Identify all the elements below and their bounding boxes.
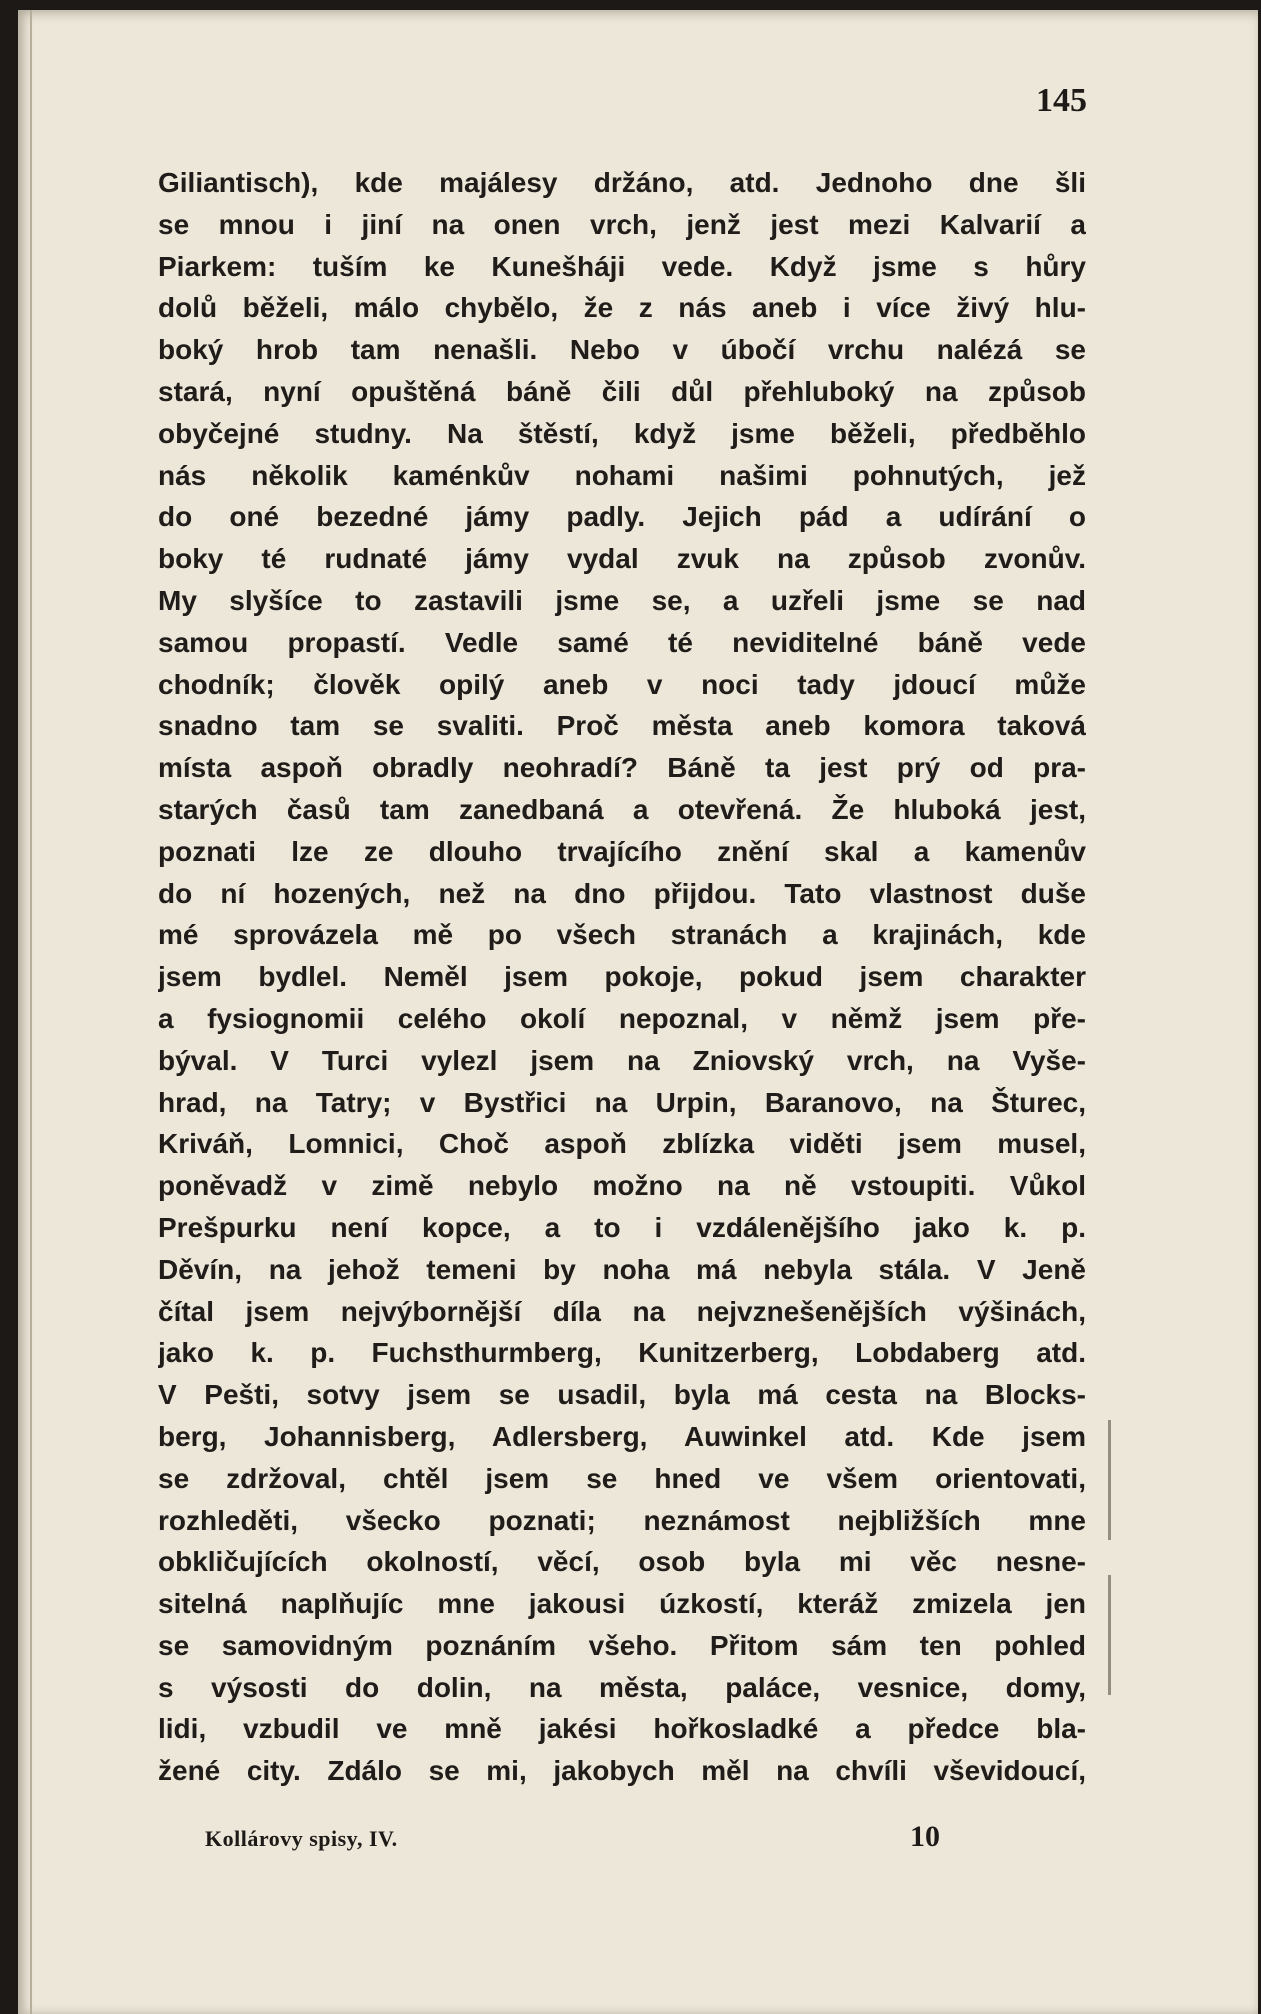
page-footer: [205, 1820, 940, 1860]
text-line: žené city. Zdálo se mi, jakobych měl na chvíli vševidoucí,: [158, 1755, 1086, 1787]
text-line: se zdržoval, chtěl jsem se hned ve všem orientovati,: [158, 1462, 1086, 1494]
text-line: rozhleděti, všecko poznati; neznámost nejbližších mne: [158, 1504, 1086, 1536]
text-line: hrad, na Tatry; v Bystřici na Urpin, Baranovo, na Šturec,: [158, 1086, 1086, 1118]
text-line: berg, Johannisberg, Adlersberg, Auwinkel atd. Kde jsem: [158, 1420, 1086, 1452]
text-line: obkličujících okolností, věcí, osob byla mi věc nesne-: [158, 1546, 1086, 1578]
margin-mark: [1108, 1420, 1111, 1540]
text-line: do ní hozených, než na dno přijdou. Tato vlastnost duše: [158, 877, 1086, 909]
text-line: Piarkem: tuším ke Kunešháji vede. Když jsme s hůry: [158, 250, 1086, 282]
text-line: sitelná naplňujíc mne jakousi úzkostí, kteráž zmizela jen: [158, 1588, 1086, 1620]
margin-mark: [1108, 1575, 1111, 1695]
text-line: boký hrob tam nenašli. Nebo v úbočí vrchu nalézá se: [158, 334, 1086, 366]
body-text: [158, 162, 1086, 1792]
text-line: Giliantisch), kde majálesy držáno, atd. Jednoho dne šli: [158, 167, 1086, 198]
text-line: jako k. p. Fuchsthurmberg, Kunitzerberg, Lobdaberg atd.: [158, 1337, 1086, 1369]
sheet-number: 10: [910, 1820, 940, 1853]
text-line: jsem bydlel. Neměl jsem pokoje, pokud jsem charakter: [158, 961, 1086, 993]
text-line: se mnou i jiní na onen vrch, jenž jest mezi Kalvarií a: [158, 208, 1086, 240]
page-number: 145: [1036, 82, 1087, 119]
text-line: boky té rudnaté jámy vydal zvuk na způsob zvonův.: [158, 543, 1086, 575]
text-line: čítal jsem nejvýbornější díla na nejvznešenějších výšinách,: [158, 1295, 1086, 1327]
text-line: chodník; člověk opilý aneb v noci tady jdoucí může: [158, 668, 1086, 700]
text-line: V Pešti, sotvy jsem se usadil, byla má cesta na Blocks-: [158, 1379, 1086, 1411]
text-line: stará, nyní opuštěná báně čili důl přehluboký na způsob: [158, 375, 1086, 407]
text-line: Prešpurku není kopce, a to i vzdálenějšího jako k. p.: [158, 1211, 1086, 1243]
text-line: samou propastí. Vedle samé té neviditelné báně vede: [158, 626, 1086, 658]
text-line: nás několik kaménkův nohami našimi pohnutých, jež: [158, 459, 1086, 491]
text-line: býval. V Turci vylezl jsem na Zniovský vrch, na Vyše-: [158, 1044, 1086, 1076]
text-line: poznati lze ze dlouho trvajícího znění skal a kamenův: [158, 835, 1086, 867]
text-line: starých časů tam zanedbaná a otevřená. Že hluboká jest,: [158, 793, 1086, 825]
text-line: dolů běželi, málo chybělo, že z nás aneb i více živý hlu-: [158, 292, 1086, 324]
binding-gutter: [30, 10, 32, 2014]
printer-signature: Kollárovy spisy, IV.: [205, 1826, 398, 1851]
text-line: Kriváň, Lomnici, Choč aspoň zblízka viděti jsem musel,: [158, 1128, 1086, 1160]
text-line: do oné bezedné jámy padly. Jejich pád a udírání o: [158, 501, 1086, 533]
text-line: poněvadž v zimě nebylo možno na ně vstoupiti. Vůkol: [158, 1170, 1086, 1202]
text-line: My slyšíce to zastavili jsme se, a uzřeli jsme se nad: [158, 584, 1086, 616]
text-line: snadno tam se svaliti. Proč města aneb komora taková: [158, 710, 1086, 742]
text-line: lidi, vzbudil ve mně jakési hořkosladké a předce bla-: [158, 1713, 1086, 1745]
text-line: se samovidným poznáním všeho. Přitom sám ten pohled: [158, 1629, 1086, 1661]
text-line: obyčejné studny. Na štěstí, když jsme běželi, předběhlo: [158, 417, 1086, 449]
text-line: mé sprovázela mě po všech stranách a krajinách, kde: [158, 919, 1086, 951]
text-line: Děvín, na jehož temeni by noha má nebyla stála. V Jeně: [158, 1253, 1086, 1285]
text-line: místa aspoň obradly neohradí? Báně ta jest prý od pra-: [158, 752, 1086, 784]
text-line: a fysiognomii celého okolí nepoznal, v němž jsem pře-: [158, 1002, 1086, 1034]
text-line: s výsosti do dolin, na města, paláce, vesnice, domy,: [158, 1671, 1086, 1703]
